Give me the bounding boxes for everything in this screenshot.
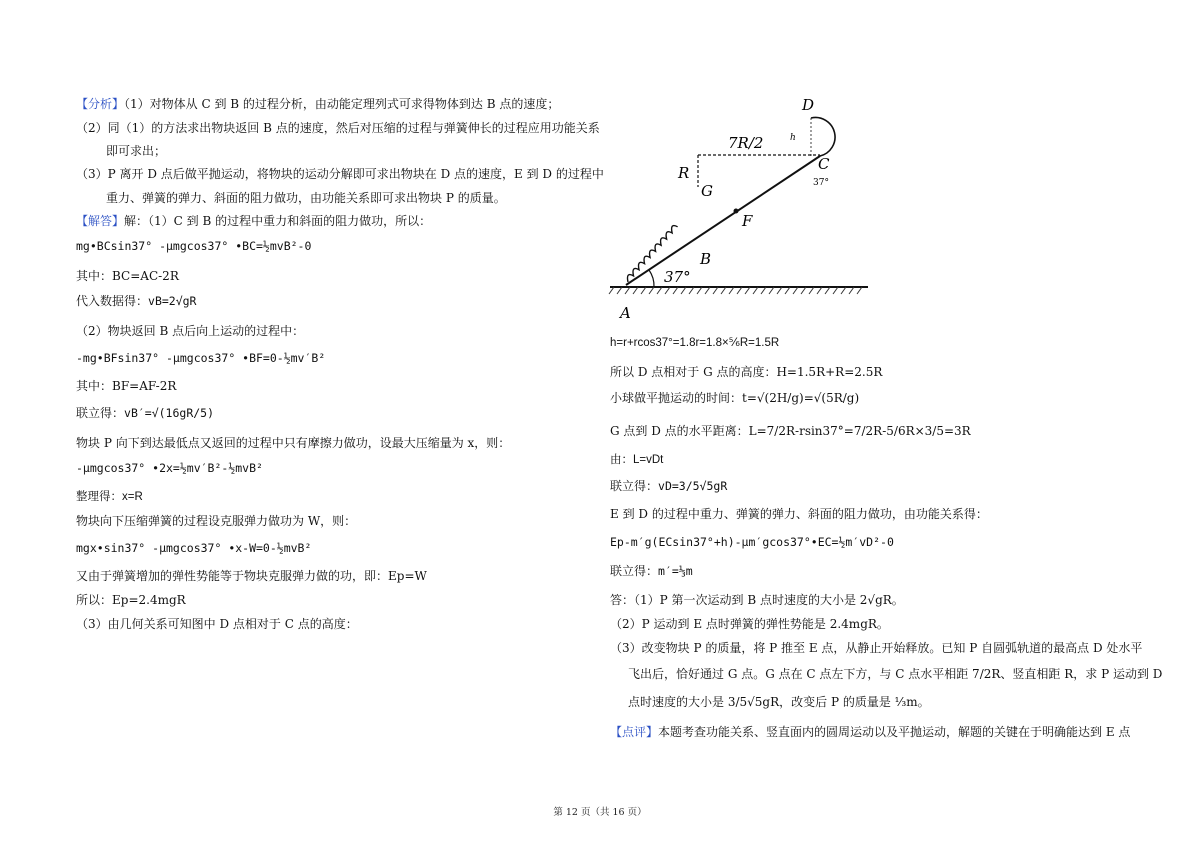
analysis-line-1: （1）对物体从 C 到 B 的过程分析，由动能定理列式可求得物体到达 B 点的速度； [124,97,560,111]
label-b: B [700,250,712,268]
answer-3a: （3）改变物块 P 的质量，将 P 推至 E 点，从静止开始释放。已知 P 自圆弧轨道的最高点 D 处水平 [610,641,1143,655]
analysis-line-3b: 重力、弹簧的弹力、斜面的阻力做功，由功能关系即可求出物块 P 的质量。 [106,191,506,205]
analysis-paragraph [76,96,559,112]
circular-arc [811,117,835,156]
label-h: h [790,133,796,143]
label-r: R [678,164,690,182]
analysis-line-2b: 即可求出； [106,144,167,158]
page-footer: 第 12 页（共 16 页） [553,807,647,818]
label-37-small: 37° [813,178,829,188]
m-prime-result: m′=⅓m [658,564,693,578]
comment-text: 本题考查功能关系、竖直面内的圆周运动以及平抛运动，解题的关键在于明确能达到 E 点 [658,725,1131,739]
part-2-intro: （2）物块返回 B 点后向上运动的过程中： [76,324,305,338]
incline-diagram [606,92,876,322]
equation-5: Ep-m′g(ECsin37°+h)-μm′gcos37°•EC=½m′vD²-0 [610,535,894,549]
answer-tag: 【解答】 [76,214,125,228]
where-1: 其中：BC=AC-2R [76,269,179,283]
vd-line [610,478,727,494]
vb-prime-result: vB′=√(16gR/5) [124,406,215,420]
fall-time-line: 小球做平抛运动的时间：t=√(2H/g)=√(5R/g) [610,391,860,405]
vd-solve-label: 联立得： [610,479,659,493]
label-d: D [802,96,815,114]
angle-arc-bottom [649,270,654,287]
equation-4: mgx•sin37° -μmgcos37° •x-W=0-½mvB² [76,541,312,555]
arrange-line: 整理得：x=R [76,491,143,503]
label-g: G [701,182,713,200]
substitute-line [76,293,196,309]
solve-line-1 [76,405,214,421]
label-a: A [620,304,631,322]
answer-paragraph [76,213,431,229]
answer-3c: 点时速度的大小是 3/5√5gR，改变后 P 的质量是 ⅓m。 [628,695,930,709]
comment-paragraph [610,724,1130,740]
vb-result: vB=2√gR [148,294,197,308]
analysis-line-2a: （2）同（1）的方法求出物块返回 B 点的速度，然后对压缩的过程与弹簧伸长的过程应用功能关系 [76,121,600,135]
substitute-label: 代入数据得： [76,294,149,308]
label-37-big: 37° [664,268,691,286]
answer-1: 答：（1）P 第一次运动到 B 点时速度的大小是 2√gR。 [610,593,904,607]
label-7r2: 7R/2 [728,134,764,152]
label-f: F [742,212,753,230]
equation-3: -μmgcos37° •2x=½mv′B²-½mvB² [76,461,263,475]
e-to-d-text: E 到 D 的过程中重力、弹簧的弹力、斜面的阻力做功，由功能关系得： [610,507,988,521]
equation-2: -mg•BFsin37° -μmgcos37° •BF=0-½mv′B² [76,351,326,365]
comment-tag: 【点评】 [610,725,659,739]
answer-line-1: 解：（1）C 到 B 的过程中重力和斜面的阻力做功，所以： [124,214,432,228]
p-down-text: 物块 P 向下到达最低点又返回的过程中只有摩擦力做功，设最大压缩量为 x，则： [76,436,511,450]
ground-hatch [609,287,862,294]
equation-1: mg•BCsin37° -μmgcos37° •BC=½mvB²-0 [76,239,312,253]
d-height-line: 所以 D 点相对于 G 点的高度：H=1.5R+R=2.5R [610,365,883,379]
vd-result: vD=3/5√5gR [658,479,728,493]
energy-equality: 又由于弹簧增加的弹性势能等于物块克服弹力做的功，即：Ep=W [76,569,427,583]
answer-2: （2）P 运动到 E 点时弹簧的弹性势能是 2.4mgR。 [610,617,889,631]
horizontal-distance-line: G 点到 D 点的水平距离：L=7/2R-rsin37°=7/2R-5/6R×3/5=3R [610,424,971,438]
answer-3b: 飞出后，恰好通过 G 点。G 点在 C 点左下方，与 C 点水平相距 7/2R、竖直相距 R，求 P 运动到 D [628,667,1163,681]
m-prime-line [610,563,693,579]
m-solve-label: 联立得： [610,564,659,578]
part-3-intro: （3）由几何关系可知图中 D 点相对于 C 点的高度： [76,617,358,631]
incline-line [626,156,820,285]
point-f [734,209,739,214]
label-c: C [818,155,830,173]
work-w-text: 物块向下压缩弹簧的过程设克服弹力做功为 W，则： [76,514,357,528]
analysis-tag: 【分析】 [76,97,125,111]
from-line: 由：L=vDt [610,454,664,466]
solve-label-1: 联立得： [76,406,125,420]
analysis-line-3a: （3）P 离开 D 点后做平抛运动，将物块的运动分解即可求出物块在 D 点的速度，E 到 D 的过程中 [76,167,604,181]
h-equation: h=r+rcos37°=1.8r=1.8×⅚R=1.5R [610,337,780,349]
where-2: 其中：BF=AF-2R [76,379,177,393]
so-line: 所以：Ep=2.4mgR [76,593,186,607]
